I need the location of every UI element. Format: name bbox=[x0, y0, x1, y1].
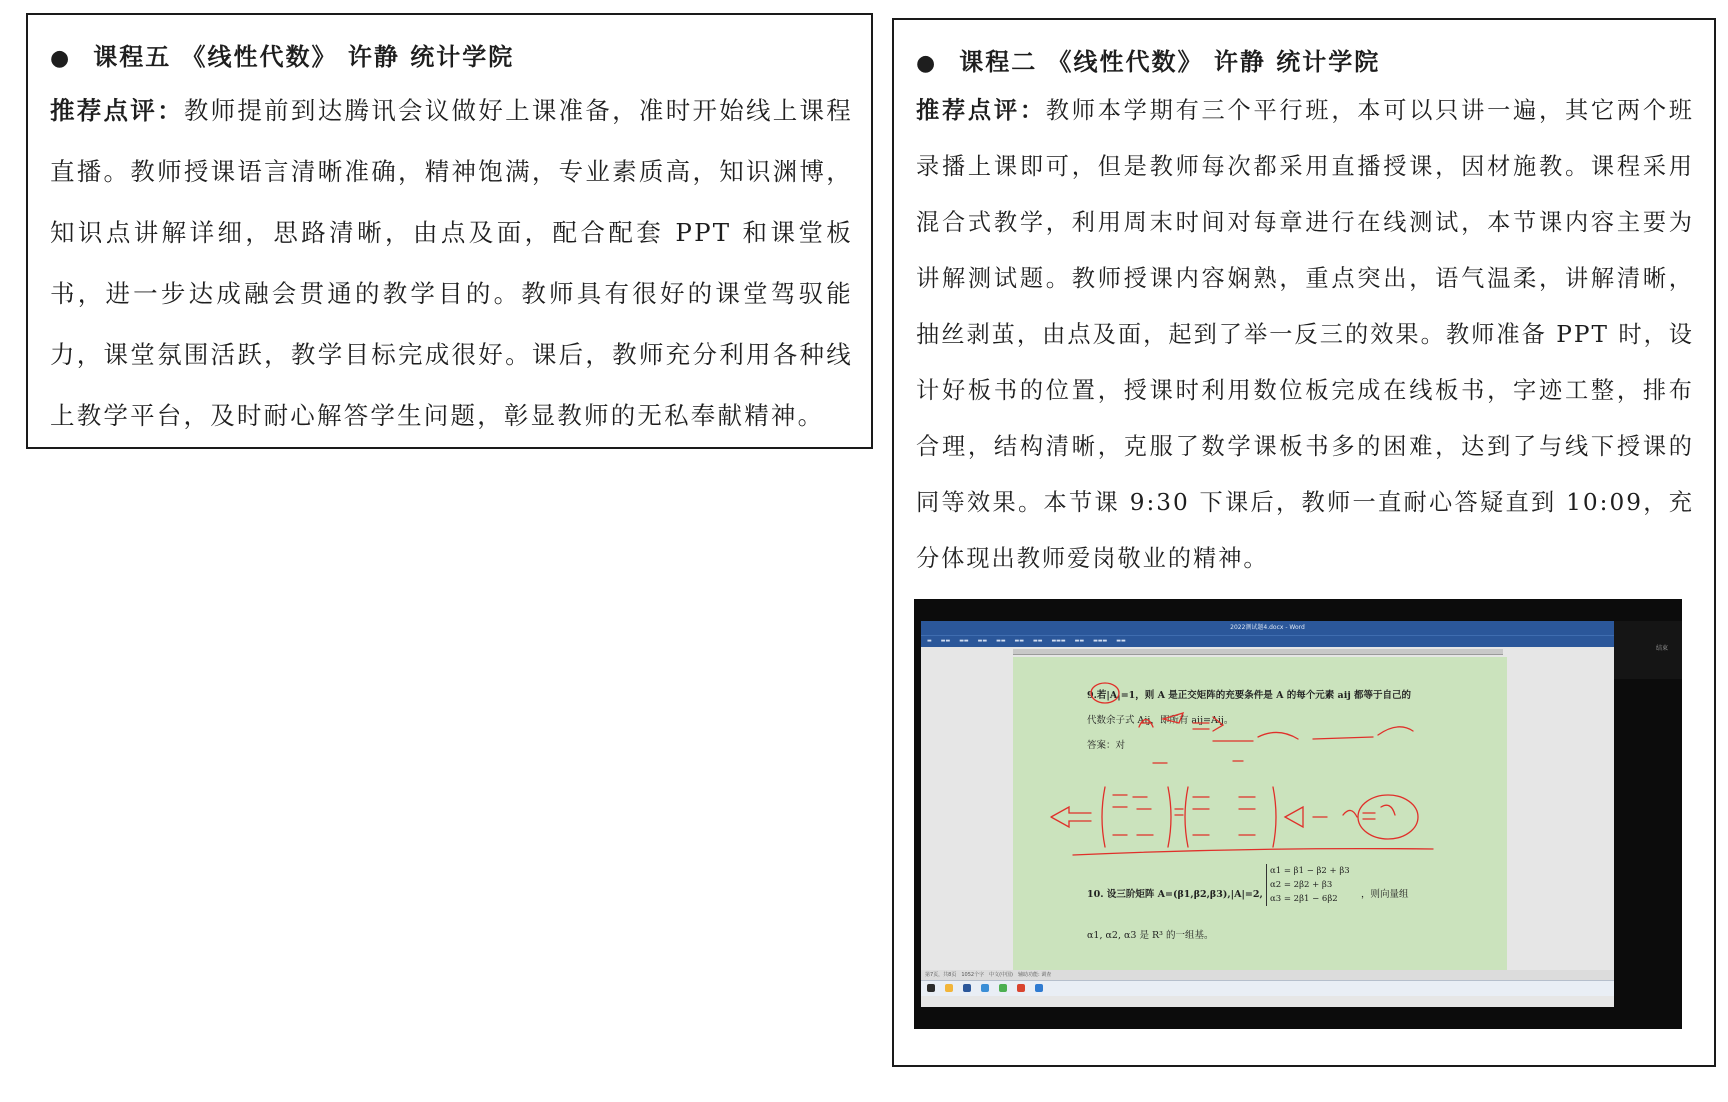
ruler bbox=[1013, 649, 1503, 655]
ink-matrix-brackets bbox=[1102, 787, 1276, 847]
folder-icon bbox=[945, 984, 953, 992]
answer-line: 答案：对 bbox=[1087, 740, 1126, 751]
start-icon bbox=[927, 984, 935, 992]
equation-alpha3: α3 = 2β1 − 6β2 bbox=[1270, 894, 1338, 904]
meeting-icon bbox=[1035, 984, 1043, 992]
ink-circle-det bbox=[1091, 683, 1119, 703]
ink-matrix-entries2 bbox=[1193, 797, 1255, 835]
review-label: 推荐点评： bbox=[50, 96, 184, 125]
ink-matrix-entries bbox=[1113, 795, 1153, 835]
meeting-side-panel bbox=[1614, 621, 1682, 679]
bullet-icon: ● bbox=[50, 45, 72, 71]
ink-equation2 bbox=[1213, 727, 1413, 741]
question-ten-line2: α1, α2, α3 是 R³ 的一组基。 bbox=[1087, 930, 1214, 941]
ink-superscripts bbox=[1153, 761, 1243, 763]
question-ten-tail: ，则向量组 bbox=[1361, 889, 1409, 900]
review-label: 推荐点评： bbox=[916, 97, 1046, 124]
course-title-text: 课程二 《线性代数》 许静 统计学院 bbox=[959, 47, 1381, 76]
ink-aij-equals-aij bbox=[1343, 805, 1395, 819]
word-ribbon-tabs: ▬ ▬▬ ▬▬ ▬▬ ▬▬ ▬▬ ▬▬ ▬▬▬ ▬▬ ▬▬▬ ▬▬ bbox=[921, 635, 1614, 647]
question-nine-line1: 9.若|A|=1，则 A 是正交矩阵的充要条件是 A 的每个元素 aij 都等于自己的 bbox=[1087, 690, 1412, 701]
bullet-icon: ● bbox=[916, 50, 938, 76]
edge-icon bbox=[981, 984, 989, 992]
ink-left-arrow bbox=[1051, 807, 1091, 827]
equation-alpha1: α1 = β1 − β2 + β3 bbox=[1270, 866, 1350, 876]
question-nine-line2: 代数余子式 Aij，即所有 aij=Aij。 bbox=[1087, 715, 1234, 726]
course-title bbox=[916, 42, 1694, 83]
wechat-icon bbox=[999, 984, 1007, 992]
side-label: 结束 bbox=[1656, 645, 1669, 652]
word-title: 2022测试题4.docx - Word bbox=[1230, 624, 1305, 631]
review-paragraph bbox=[50, 80, 853, 446]
ink-double-arrow bbox=[1285, 807, 1327, 827]
course-title-text: 课程五 《线性代数》 许静 统计学院 bbox=[93, 42, 515, 71]
taskbar bbox=[921, 980, 1614, 996]
ink-underline bbox=[1073, 849, 1433, 855]
equation-alpha2: α2 = 2β2 + β3 bbox=[1270, 880, 1333, 890]
review-paragraph bbox=[916, 83, 1694, 587]
handwritten-ink bbox=[1013, 657, 1507, 983]
question-ten-line1: 10. 设三阶矩阵 A=(β1,β2,β3),|A|=2, bbox=[1087, 889, 1263, 900]
status-bar bbox=[921, 970, 1614, 980]
ink-equals bbox=[1175, 809, 1183, 815]
app-icon bbox=[1017, 984, 1025, 992]
ink-equation1 bbox=[1193, 717, 1223, 731]
course-title bbox=[50, 37, 853, 78]
lecture-screenshot bbox=[914, 599, 1682, 1029]
course-five-card bbox=[26, 13, 873, 449]
review-text: 教师本学期有三个平行班，本可以只讲一遍，其它两个班录播上课即可，但是教师每次都采用直播授课，因材施教。课程采用混合式教学，利用周末时间对每章进行在线测试，本节课内容主要为讲解测试题。教师授课内容娴熟，重点突出，语气温柔，讲解清晰，抽丝剥茧，由点及面，起到了举一反三的效果。教师准备 PPT 时，设计好板书的位置，授课时利用数位板完成在线板书，字迹工整，排布合理，结构清晰，克服了数学课板书多的困难，达到了与线下授课的同等效果。本节课 9:30 下课后，教师一直耐心答疑直到 10:09，充分体现出教师爱岗敬业的精神。 bbox=[916, 97, 1694, 572]
word-title-bar bbox=[921, 621, 1614, 635]
course-two-card bbox=[892, 18, 1716, 1067]
word-icon bbox=[963, 984, 971, 992]
document-page bbox=[1013, 657, 1507, 983]
word-window bbox=[921, 621, 1614, 1007]
ink-arrow bbox=[1163, 713, 1183, 723]
ink-circle-result bbox=[1358, 795, 1418, 839]
status-text: 第7页，共8页 1052个字 中文(中国) 辅助功能: 调查 bbox=[925, 972, 1052, 978]
ink-letter-a bbox=[1139, 720, 1153, 728]
review-text: 教师提前到达腾讯会议做好上课准备，准时开始线上课程直播。教师授课语言清晰准确，精神饱满，专业素质高，知识渊博，知识点讲解详细，思路清晰，由点及面，配合配套 PPT 和课堂板书，进一步达成融会贯通的教学目的。教师具有很好的课堂驾驭能力，课堂氛围活跃，教学目标完成很好。课后，教师充分利用各种线上教学平台，及时耐心解答学生问题，彰显教师的无私奉献精神。 bbox=[50, 96, 854, 430]
